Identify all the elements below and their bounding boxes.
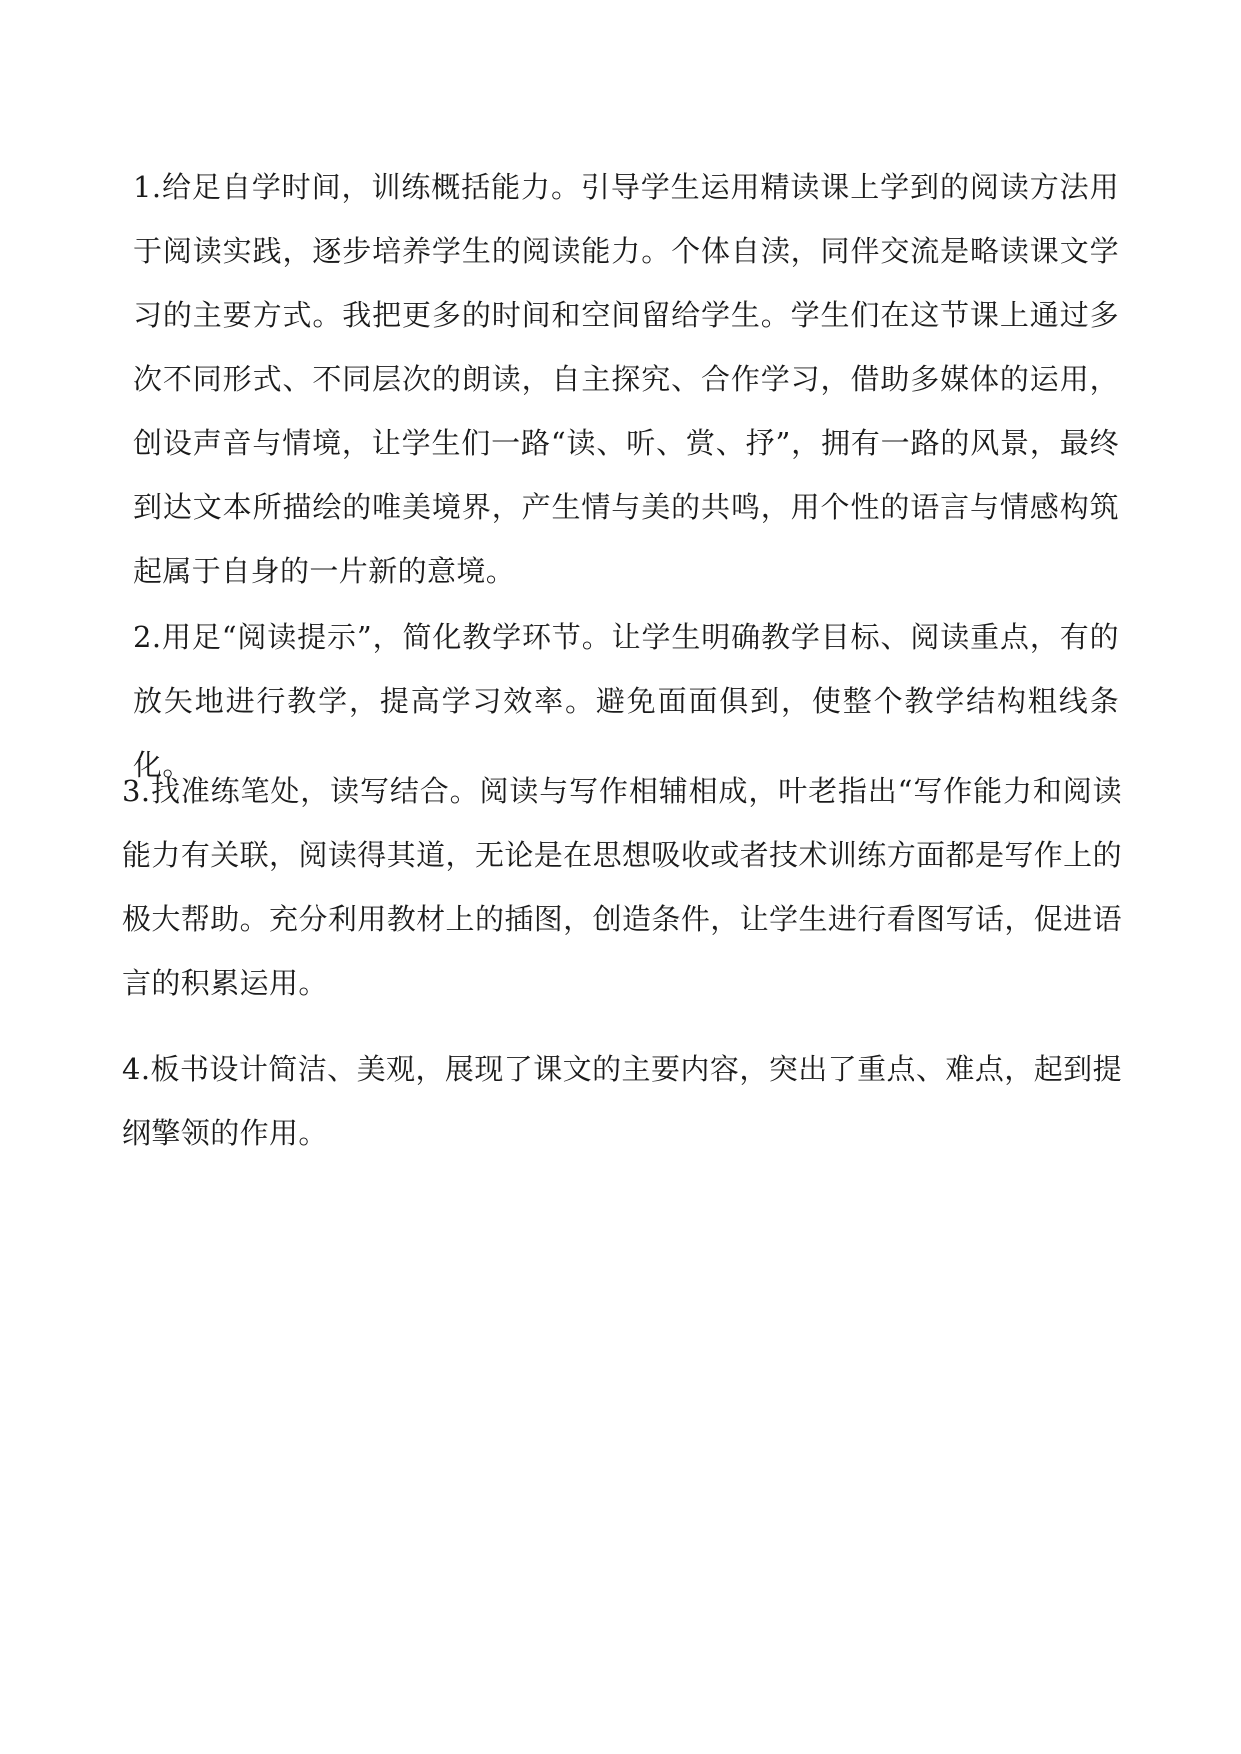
paragraph-3: 3.找准练笔处，读写结合。阅读与写作相辅相成，叶老指出“写作能力和阅读能力有关联，阅读得其道，无论是在思想吸收或者技术训练方面都是写作上的极大帮助。充分利用教材上的插图，创造条件，让学生进行看图写话，促进语言的积累运用。	[122, 774, 1122, 1000]
paragraph-1: 1.给足自学时间，训练概括能力。引导学生运用精读课上学到的阅读方法用于阅读实践，逐步培养学生的阅读能力。个体自渎，同伴交流是略读课文学习的主要方式。我把更多的时间和空间留给学生。学生们在这节课上通过多次不同形式、不同层次的朗读，自主探究、合作学习，借助多媒体的运用，创设声音与情境，让学生们一路“读、听、赏、抒”，拥有一路的风景，最终到达文本所描绘的唯美境界，产生情与美的共鸣，用个性的语言与情感构筑起属于自身的一片新的意境。	[133, 170, 1119, 588]
paragraph-2: 2.用足“阅读提示”，简化教学环节。让学生明确教学目标、阅读重点，有的放矢地进行教学，提高学习效率。避免面面俱到，使整个教学结构粗线条化。	[133, 620, 1119, 782]
paragraph-4: 4.板书设计简洁、美观，展现了课文的主要内容，突出了重点、难点，起到提纲擎领的作用。	[122, 1052, 1122, 1150]
